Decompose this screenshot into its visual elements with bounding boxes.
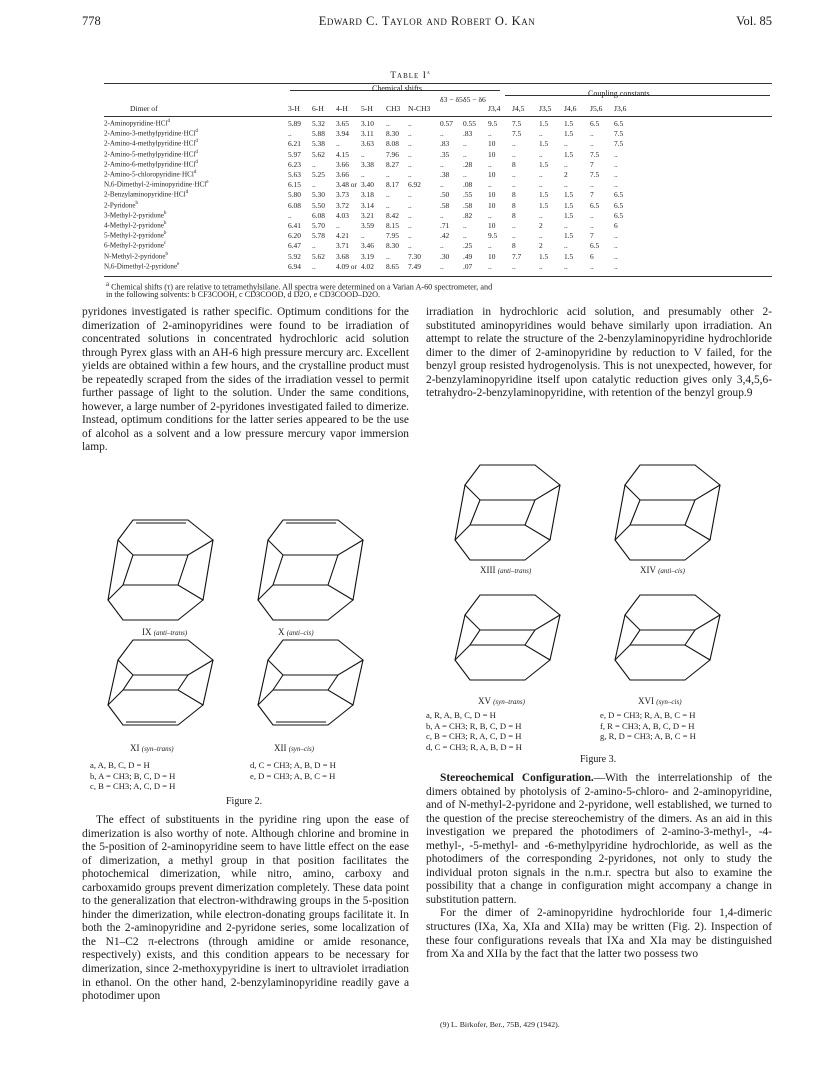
table-cell: 3.66 bbox=[336, 170, 349, 179]
table-cell: .. bbox=[512, 149, 516, 159]
table-cell: .. bbox=[408, 119, 412, 128]
table-cell: 10 bbox=[488, 170, 496, 179]
table-cell: .. bbox=[512, 261, 516, 271]
table-cell: .42 bbox=[440, 231, 450, 241]
table-cell: 3.59 bbox=[361, 221, 374, 230]
column-header: 6-H bbox=[312, 104, 324, 113]
table-cell: 6.5 bbox=[590, 200, 600, 210]
table-cell: 7.7 bbox=[512, 251, 522, 261]
table-cell: .. bbox=[590, 221, 594, 230]
table-cell: .. bbox=[590, 129, 594, 139]
table-cell: 8 bbox=[512, 159, 516, 169]
table-cell: 8.17 bbox=[386, 180, 399, 190]
table-row-name: 2-Benzylaminopyridine·HCl$^d$ bbox=[104, 190, 189, 199]
table-cell: 6.08 bbox=[288, 200, 301, 210]
table-row-name: 2-Aminopyridine·HCl$^d$ bbox=[104, 119, 170, 128]
table-cell: 1.5 bbox=[564, 231, 574, 241]
structure-xv bbox=[455, 595, 560, 680]
table-cell: .. bbox=[590, 210, 594, 220]
figure-3-legend-right: e, D = CH3; R, A, B, C = H f, R = CH3; A, B, C, D = H g, R, D = CH3; A, B, C = H bbox=[600, 710, 696, 741]
table-row-name: 4-Methyl-2-pyridone$^b$ bbox=[104, 221, 167, 230]
table-cell: .. bbox=[408, 231, 412, 241]
table-cell: .. bbox=[312, 241, 316, 251]
right-column-bottom bbox=[426, 772, 772, 962]
table-cell: .. bbox=[488, 261, 492, 271]
table-cell: 7.5 bbox=[614, 139, 624, 149]
structure-ix bbox=[108, 520, 213, 620]
column-header: δ5 − δ6 bbox=[463, 95, 486, 104]
table-cell: .. bbox=[488, 159, 492, 169]
table-cell: .. bbox=[408, 129, 412, 139]
table-cell: 1.5 bbox=[564, 190, 574, 200]
table-cell: 3.94 bbox=[336, 129, 349, 139]
table-cell: .. bbox=[440, 210, 444, 220]
table-cell: 7.5 bbox=[512, 119, 522, 128]
table-cell: 2 bbox=[539, 221, 543, 230]
table-cell: 6.5 bbox=[614, 119, 624, 128]
table-cell: 5.32 bbox=[312, 119, 325, 128]
table-cell: 6.5 bbox=[590, 241, 600, 251]
table-cell: 3.63 bbox=[361, 139, 374, 149]
table-cell: 5.38 bbox=[312, 139, 325, 149]
table-cell: 2 bbox=[539, 241, 543, 251]
table-cell: 5.70 bbox=[312, 221, 325, 230]
table-cell: .. bbox=[463, 170, 467, 179]
table-cell: .. bbox=[564, 241, 568, 251]
table-cell: 1.5 bbox=[539, 119, 549, 128]
table-cell: 7 bbox=[590, 159, 594, 169]
column-header: J3,5 bbox=[539, 104, 552, 113]
table-cell: .. bbox=[312, 261, 316, 271]
table-cell: 1.5 bbox=[539, 251, 549, 261]
table-cell: .. bbox=[408, 221, 412, 230]
label-xv: XV (syn–trans) bbox=[478, 696, 525, 706]
table-cell: .. bbox=[408, 170, 412, 179]
table-row-name: 5-Methyl-2-pyridone$^b$ bbox=[104, 231, 167, 240]
table-cell: 3.66 bbox=[336, 159, 349, 169]
table-cell: .28 bbox=[463, 159, 473, 169]
table-cell: .83 bbox=[463, 129, 473, 139]
table-cell: .30 bbox=[440, 251, 450, 261]
table-cell: 7.95 bbox=[386, 231, 399, 241]
table-cell: .. bbox=[336, 139, 340, 149]
table-cell: 10 bbox=[488, 200, 496, 210]
table-cell: .. bbox=[440, 261, 444, 271]
table-cell: .. bbox=[408, 210, 412, 220]
table-row-name: N-Methyl-2-pyridone$^b$ bbox=[104, 251, 168, 260]
table-cell: .08 bbox=[463, 180, 473, 190]
label-xiii: XIII (anti–trans) bbox=[480, 565, 532, 575]
figure-3-caption: Figure 3. bbox=[580, 754, 617, 765]
table-cell: .. bbox=[614, 261, 618, 271]
table-cell: 9.5 bbox=[488, 119, 498, 128]
table-cell: 5.92 bbox=[288, 251, 301, 261]
table-cell: 3.18 bbox=[361, 190, 374, 200]
table-cell: .58 bbox=[463, 200, 473, 210]
table-cell: .. bbox=[440, 159, 444, 169]
table-cell: 7.5 bbox=[590, 149, 600, 159]
table-cell: 5.50 bbox=[312, 200, 325, 210]
table-cell: 8.30 bbox=[386, 241, 399, 251]
column-header: J4,5 bbox=[512, 104, 525, 113]
table-cell: .. bbox=[288, 210, 292, 220]
table-cell: .. bbox=[440, 129, 444, 139]
structure-xii bbox=[258, 640, 363, 725]
table-cell: 6.5 bbox=[614, 200, 624, 210]
table-cell: 1.5 bbox=[539, 139, 549, 149]
structure-xiv bbox=[615, 465, 720, 560]
table-cell: 3.65 bbox=[336, 119, 349, 128]
table-row-name: 2-Amino-4-methylpyridine·HCl$^d$ bbox=[104, 139, 198, 148]
table-cell: 8.42 bbox=[386, 210, 399, 220]
table-cell: .. bbox=[488, 180, 492, 190]
table-cell: .50 bbox=[440, 190, 450, 200]
paragraph: Stereochemical Configuration.—With the interrelationship of the dimers obtained by photolysis of 2-amino-5-chloro- and 2-aminopyridine, and of N-methyl-2-pyridone and 2-pyridone, well established, we turned to the question of the precise stereochemistry of the dimers. As an aid in this investigation we prepared the photodimers of 2-amino-3-methyl-, -4-methyl-, -5-methyl- and -6-methylpyridine hydrochloride, as well as the photodimers of the corresponding 2-pyridones, not only to study the individual proton signals in the n.m.r. spectra but also to examine the possibility that a change in configuration might accompany a change in substitution pattern. bbox=[426, 772, 773, 906]
table-cell: 5.97 bbox=[288, 149, 301, 159]
table-cell: 3.68 bbox=[336, 251, 349, 261]
label-xi: XI (syn–trans) bbox=[130, 743, 174, 753]
table-cell: 8 bbox=[512, 241, 516, 251]
table-cell: 9.5 bbox=[488, 231, 498, 241]
table-cell: 10 bbox=[488, 251, 496, 261]
table-cell: .. bbox=[614, 149, 618, 159]
table-cell: .. bbox=[614, 180, 618, 190]
table-cell: .. bbox=[386, 170, 390, 179]
table-cell: 6 bbox=[614, 221, 618, 230]
table-cell: 6.5 bbox=[614, 190, 624, 200]
table-row-name: 2-Amino-3-methylpyridine·HCl$^d$ bbox=[104, 129, 198, 138]
table-cell: .. bbox=[408, 190, 412, 200]
table-cell: 6.20 bbox=[288, 231, 301, 241]
table-cell: .. bbox=[488, 241, 492, 251]
running-header bbox=[82, 14, 772, 30]
table-cell: 5.78 bbox=[312, 231, 325, 241]
table-cell: 3.48 or bbox=[336, 180, 357, 190]
table-cell: 1.5 bbox=[564, 251, 574, 261]
table-cell: .. bbox=[488, 210, 492, 220]
table-cell: 7.5 bbox=[590, 170, 600, 179]
authors-header: Edward C. Taylor and Robert O. Kan bbox=[318, 14, 536, 28]
table-cell: .. bbox=[408, 159, 412, 169]
table-cell: 5.89 bbox=[288, 119, 301, 128]
table-cell: 5.62 bbox=[312, 149, 325, 159]
table-cell: .82 bbox=[463, 210, 473, 220]
table-cell: .. bbox=[440, 241, 444, 251]
table-cell: .58 bbox=[440, 200, 450, 210]
figure-3-structures bbox=[440, 445, 770, 705]
left-column-top bbox=[82, 306, 409, 455]
table-cell: .. bbox=[288, 129, 292, 139]
table-cell: 8.08 bbox=[386, 139, 399, 149]
column-header: δ3 − δ5 bbox=[440, 95, 463, 104]
table-cell: 4.09 or bbox=[336, 261, 357, 271]
table-cell: .. bbox=[512, 170, 516, 179]
table-cell: 7.96 bbox=[386, 149, 399, 159]
table-cell: .. bbox=[512, 139, 516, 149]
table-cell: 7 bbox=[590, 190, 594, 200]
label-xvi: XVI (syn–cis) bbox=[638, 696, 682, 706]
table-row-name: 2-Amino-5-chloropyridine·HCl$^d$ bbox=[104, 170, 197, 179]
table-cell: .. bbox=[386, 200, 390, 210]
table-footnote-2: in the following solvents: b CF3COOH, c CD3COOD, d D2O, e CD3COOD–D2O. bbox=[106, 290, 381, 299]
table-cell: .07 bbox=[463, 261, 473, 271]
table-cell: 6.08 bbox=[312, 210, 325, 220]
table-cell: 8 bbox=[512, 200, 516, 210]
table-cell: 8 bbox=[512, 190, 516, 200]
table-cell: .. bbox=[463, 139, 467, 149]
table-cell: .. bbox=[336, 221, 340, 230]
table-cell: .. bbox=[564, 180, 568, 190]
table-cell: .. bbox=[463, 221, 467, 230]
table-cell: .38 bbox=[440, 170, 450, 179]
table-cell: .. bbox=[614, 231, 618, 241]
table-cell: 3.72 bbox=[336, 200, 349, 210]
figure-2-legend-left: a, A, B, C, D = H b, A = CH3; B, C, D = H c, B = CH3; A, C, D = H bbox=[90, 760, 176, 791]
structure-xiii bbox=[455, 465, 560, 560]
table-cell: 8.27 bbox=[386, 159, 399, 169]
table-cell: .. bbox=[590, 180, 594, 190]
table-cell: .25 bbox=[463, 241, 473, 251]
table-cell: 6.94 bbox=[288, 261, 301, 271]
figure-2-structures bbox=[88, 500, 408, 760]
paragraph: The effect of substituents in the pyridine ring upon the ease of dimerization is also worthy of note. Although chlorine and bromine in the 5-position of 2-aminopyridine seem to have little effect on the ease of dimerization, a methyl group in that position facilitates the photochemical dimerization, while nitro, amino, carboxy and carboxamido groups prevent dimerization completely. These data point to the generalization that electron-withdrawing groups in the 5-position hinder the dimerization, while electron-donating groups facilitate it. In both the 2-aminopyridine and 2-pyridone series, some localization of the N1–C2 π-electrons (through amidine or amide resonance, respectively) exists, and this condition appears to be necessary for dimerization, since 2-methoxypyridine is inert to ultraviolet irradiation in ethanol. On the other hand, 2-benzylaminopyridine readily gave a photodimer upon bbox=[82, 814, 409, 1003]
table-row-name: 2-Pyridone$^b$ bbox=[104, 200, 139, 209]
table-cell: .55 bbox=[463, 190, 473, 200]
table-cell: 1.5 bbox=[564, 129, 574, 139]
label-x: X (anti–cis) bbox=[278, 627, 314, 637]
table-cell: .. bbox=[539, 149, 543, 159]
table-cell: .. bbox=[564, 139, 568, 149]
table-cell: 5.25 bbox=[312, 170, 325, 179]
table-cell: 7.30 bbox=[408, 251, 421, 261]
section-title: Stereochemical Configuration. bbox=[440, 772, 594, 784]
table-row-name: 2-Amino-6-methylpyridine·HCl$^d$ bbox=[104, 159, 198, 169]
table-cell: 10 bbox=[488, 221, 496, 230]
table-cell: .. bbox=[312, 180, 316, 190]
table-cell: 6.41 bbox=[288, 221, 301, 230]
column-header: 3-H bbox=[288, 104, 300, 113]
table-cell: .. bbox=[440, 180, 444, 190]
figure-2-caption: Figure 2. bbox=[226, 796, 263, 807]
table-cell: 3.21 bbox=[361, 210, 374, 220]
table-cell: 6.21 bbox=[288, 139, 301, 149]
table-cell: 10 bbox=[488, 149, 496, 159]
table-cell: .. bbox=[408, 241, 412, 251]
table-cell: 8.15 bbox=[386, 221, 399, 230]
table-row-name: 6-Methyl-2-pyridone$^c$ bbox=[104, 241, 167, 250]
table-cell: 7.49 bbox=[408, 261, 421, 271]
table-cell: 10 bbox=[488, 190, 496, 200]
page-number: 778 bbox=[82, 14, 101, 28]
table-cell: .. bbox=[564, 221, 568, 230]
table-cell: 6.92 bbox=[408, 180, 421, 190]
table-cell: .. bbox=[408, 200, 412, 210]
table-cell: .. bbox=[312, 159, 316, 169]
table-cell: 1.5 bbox=[539, 159, 549, 169]
table-cell: .. bbox=[361, 149, 365, 159]
table-cell: 5.80 bbox=[288, 190, 301, 200]
table-cell: 8.65 bbox=[386, 261, 399, 271]
figure-3-legend-left: a, R, A, B, C, D = H b, A = CH3; R, B, C, D = H c, B = CH3; R, A, C, D = H d, C = CH3; R, A, B, D = H bbox=[426, 710, 522, 752]
table-cell: 8 bbox=[512, 210, 516, 220]
figure-2-legend-right: d, C = CH3; A, B, D = H e, D = CH3; A, B, C = H bbox=[250, 760, 336, 781]
table-cell: .. bbox=[408, 139, 412, 149]
table-rule bbox=[104, 83, 772, 84]
table-cell: .. bbox=[614, 170, 618, 179]
column-header: 5-H bbox=[361, 104, 373, 113]
structure-xi bbox=[108, 640, 213, 725]
table-cell: 6.15 bbox=[288, 180, 301, 190]
table-caption-chemical-shifts: Chemical shifts bbox=[372, 84, 422, 93]
table-cell: 3.46 bbox=[361, 241, 374, 251]
left-column-bottom bbox=[82, 814, 409, 1004]
column-header: J3,4 bbox=[488, 104, 501, 113]
footnote-reference: (9) L. Birkofer, Ber., 75B, 429 (1942). bbox=[440, 1020, 560, 1029]
table-cell: .49 bbox=[463, 251, 473, 261]
table-cell: 6.23 bbox=[288, 159, 301, 169]
table-rule bbox=[104, 116, 772, 117]
table-cell: .. bbox=[614, 251, 618, 261]
label-xii: XII (syn–cis) bbox=[274, 743, 315, 753]
table-cell: 3.14 bbox=[361, 200, 374, 210]
table-title: Table $I^a$ bbox=[390, 70, 431, 82]
table-cell: .35 bbox=[440, 149, 450, 159]
table-cell: .. bbox=[539, 261, 543, 271]
column-header: Dimer of bbox=[130, 104, 158, 113]
table-cell: 4.02 bbox=[361, 261, 374, 271]
table-cell: 3.73 bbox=[336, 190, 349, 200]
table-cell: .. bbox=[386, 119, 390, 128]
table-cell: .. bbox=[361, 231, 365, 241]
table-cell: .. bbox=[590, 261, 594, 271]
table-cell: .71 bbox=[440, 221, 450, 230]
paragraph: irradiation in hydrochloric acid solution, and presumably other 2-substituted aminopyridines would behave similarly upon irradiation. An attempt to relate the structure of the 2-benzylaminopyridine hydrochloride dimer to the dimer of 2-aminopyridine by reduction to V failed, for the benzyl group resisted hydrogenolysis. This is not unexpected, however, for 2-benzylaminopyridine itself upon catalytic reduction gives only 3,4,5,6-tetrahydro-2-benzylaminopyridine, with retention of the benzyl group.9 bbox=[426, 306, 772, 400]
table-cell: .. bbox=[512, 221, 516, 230]
table-cell: .. bbox=[488, 129, 492, 139]
table-cell: 4.03 bbox=[336, 210, 349, 220]
paragraph: For the dimer of 2-aminopyridine hydrochloride four 1,4-dimeric structures (IXa, Xa, XIa and XIIa) may be written (Fig. 2). Inspection of these four configurations reveals that IXa and XIa may be distinguished from Xa and XIIa by the fact that the latter two possess two bbox=[426, 907, 772, 961]
table-cell: .. bbox=[539, 210, 543, 220]
table-cell: .. bbox=[614, 159, 618, 169]
table-cell: 3.38 bbox=[361, 159, 374, 169]
column-header: N-CH3 bbox=[408, 104, 431, 113]
table-row-name: 3-Methyl-2-pyridone$^b$ bbox=[104, 210, 167, 220]
table-cell: .. bbox=[386, 251, 390, 261]
table-cell: 10 bbox=[488, 139, 496, 149]
table-cell: 8.30 bbox=[386, 129, 399, 139]
table-cell: 2 bbox=[564, 170, 568, 179]
table-cell: 0.55 bbox=[463, 119, 476, 128]
table-cell: 3.10 bbox=[361, 119, 374, 128]
table-cell: .. bbox=[539, 170, 543, 179]
table-row-name: N,6-Dimethyl-2-iminopyridine·HCl$^e$ bbox=[104, 180, 209, 189]
right-column-top bbox=[426, 306, 772, 401]
column-header: CH3 bbox=[386, 104, 401, 113]
table-cell: 1.5 bbox=[539, 190, 549, 200]
table-cell: 5.63 bbox=[288, 170, 301, 179]
table-cell: 5.30 bbox=[312, 190, 325, 200]
table-cell: 6.47 bbox=[288, 241, 301, 251]
table-cell: 3.40 bbox=[361, 180, 374, 190]
table-row-name: N,6-Dimethyl-2-pyridone$^e$ bbox=[104, 261, 180, 271]
table-cell: 1.5 bbox=[564, 210, 574, 220]
table-cell: 1.5 bbox=[564, 200, 574, 210]
label-xiv: XIV (anti–cis) bbox=[640, 565, 685, 575]
table-cell: .. bbox=[408, 149, 412, 159]
table-cell: 1.5 bbox=[539, 200, 549, 210]
table-cell: 5.88 bbox=[312, 129, 325, 139]
column-header: 4-H bbox=[336, 104, 348, 113]
table-cell: .. bbox=[463, 149, 467, 159]
table-cell: 1.5 bbox=[564, 149, 574, 159]
table-cell: 3.11 bbox=[361, 129, 374, 139]
table-rule bbox=[104, 276, 772, 277]
label-ix: IX (anti–trans) bbox=[142, 627, 188, 637]
table-cell: .. bbox=[590, 139, 594, 149]
table-cell: .. bbox=[386, 190, 390, 200]
table-cell: .. bbox=[564, 261, 568, 271]
table-row-name: 2-Amino-5-methylpyridine·HCl$^d$ bbox=[104, 149, 198, 158]
structure-x bbox=[258, 520, 363, 620]
structure-xvi bbox=[615, 595, 720, 680]
table-cell: .. bbox=[512, 180, 516, 190]
table-cell: 3.19 bbox=[361, 251, 374, 261]
table-cell: 6 bbox=[590, 251, 594, 261]
paragraph: pyridones investigated is rather specific. Optimum conditions for the dimerization of 2-aminopyridines were found to be irradiation of concentrated solutions in concentrated hydrochloric acid solution through Pyrex glass with an AH-6 high pressure mercury arc. Excellent yields are obtained within a few hours, and the crystalline product must be repeatedly scraped from the sides of the irradiation vessel to permit further passage of light to the solution. Under the same conditions, however, a large number of 2-pyridones investigated failed to dimerize. Instead, optimum conditions for the latter series appeared to be the use of alcohol as a solvent and a low pressure mercury vapor immersion lamp. bbox=[82, 306, 409, 454]
table-cell: .83 bbox=[440, 139, 450, 149]
table-cell: .. bbox=[512, 231, 516, 241]
volume-label: Vol. 85 bbox=[736, 14, 772, 28]
table-cell: 4.15 bbox=[336, 149, 349, 159]
table-cell: .. bbox=[539, 129, 543, 139]
table-caption-coupling: Coupling constants bbox=[588, 89, 650, 98]
table-cell: 6.5 bbox=[590, 119, 600, 128]
table-cell: 7.5 bbox=[512, 129, 522, 139]
table-cell: .. bbox=[361, 170, 365, 179]
table-cell: .. bbox=[614, 241, 618, 251]
table-cell: 7.5 bbox=[614, 129, 624, 139]
table-cell: 6.5 bbox=[614, 210, 624, 220]
column-header: J5,6 bbox=[590, 104, 603, 113]
table-cell: 7 bbox=[590, 231, 594, 241]
table-cell: 0.57 bbox=[440, 119, 453, 128]
table-cell: 3.71 bbox=[336, 241, 349, 251]
table-cell: .. bbox=[564, 159, 568, 169]
table-cell: .. bbox=[539, 180, 543, 190]
table-cell: 5.62 bbox=[312, 251, 325, 261]
table-cell: 4.21 bbox=[336, 231, 349, 241]
table-cell: .. bbox=[463, 231, 467, 241]
column-header: J4,6 bbox=[564, 104, 577, 113]
table-cell: 1.5 bbox=[564, 119, 574, 128]
table-cell: .. bbox=[539, 231, 543, 241]
table-footnote-1: $^a$ Chemical shifts (τ) are relative to tetramethylsilane. All spectra were determined on a Varian A-60 spectrometer, and bbox=[106, 281, 493, 292]
column-header: J3,6 bbox=[614, 104, 627, 113]
